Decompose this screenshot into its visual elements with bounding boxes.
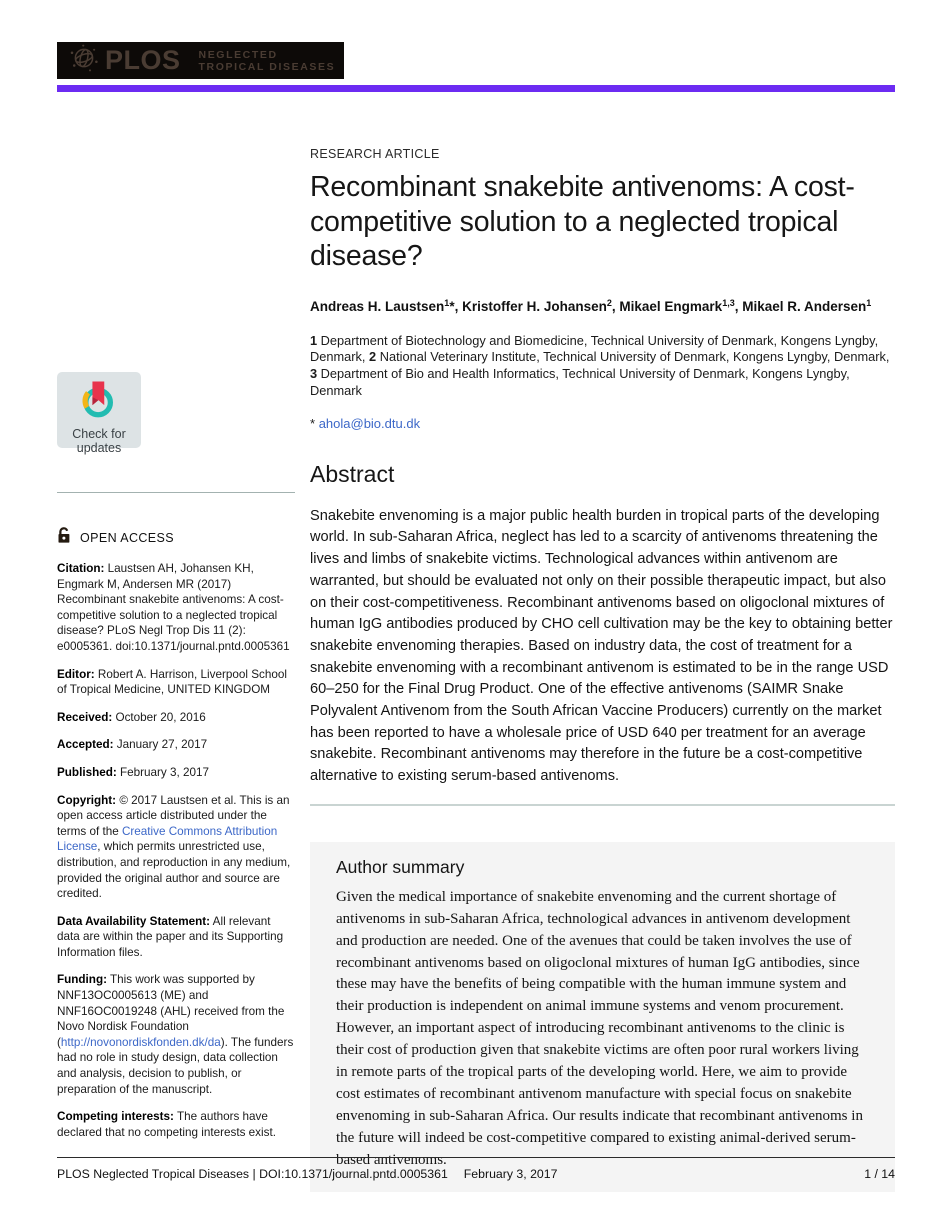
- check-for-updates-badge[interactable]: [57, 372, 141, 455]
- data-availability-text: All relevant data are within the paper and its Supporting Information files.: [57, 914, 284, 959]
- copyright-text-after: , which permits unrestricted use, distribution, and reproduction in any medium, provided the original author and source are credited.: [57, 840, 291, 901]
- accepted-entry: [57, 737, 295, 753]
- published-text: February 3, 2017: [120, 765, 210, 779]
- page-footer: [57, 1157, 895, 1181]
- funding-text-before: This work was supported by NNF13OC0005613 (ME) and NNF16OC0019248 (AHL) received from the Novo Nordisk Foundation (: [57, 973, 285, 1049]
- affiliation: 2 National Veterinary Institute, Technical University of Denmark, Kongens Lyngby, Denmark,: [369, 349, 890, 365]
- funding-label: Funding:: [57, 973, 107, 987]
- journal-name-line1: NEGLECTED: [198, 48, 278, 61]
- author-summary-heading: Author summary: [336, 856, 465, 877]
- footer-date: February 3, 2017: [463, 1167, 558, 1181]
- affiliation-list: [310, 333, 895, 400]
- accepted-label: Accepted:: [57, 738, 114, 752]
- editor-entry: [57, 667, 295, 698]
- author: Kristoffer H. Johansen$^2$,: [462, 297, 620, 314]
- received-text: October 20, 2016: [115, 710, 206, 724]
- received-entry: [57, 710, 295, 726]
- funder-link[interactable]: http://novonordiskfonden.dk/da: [60, 1035, 221, 1049]
- footer-page-number: 1 / 14: [864, 1167, 895, 1181]
- page-header: [57, 42, 895, 92]
- author: Andreas H. Laustsen$^1$*,: [310, 297, 463, 314]
- abstract-text: Snakebite envenoming is a major public health burden in tropical parts of the developing world. In sub-Saharan Africa, neglect has led to a scarcity of antivenoms threatening the lives and limbs of snakebite victims. Technological advances within antivenom are warranted, but should be evaluated not only on their possible therapeutic impact, but also on their cost-competitiveness. Recombinant antivenoms based on oligoclonal mixtures of human IgG antibodies produced by CHO cell cultivation may be the key to obtaining better snakebite envenoming therapies. Based on industry data, the cost of treatment for a snakebite envenoming with a recombinant antivenom is estimated to be in the range USD 60–250 for the Final Drug Product. One of the effective antivenoms (SAIMR Snake Polyvalent Antivenom from the South African Vaccine Producers) currently on the market has been reported to have a wholesale price of USD 640 per treatment for an average snakebite. Recombinant antivenoms may therefore in the future be a cost-competitive alternative to existing serum-based antivenoms.: [310, 507, 893, 785]
- funding-entry: [57, 972, 295, 1097]
- footer-citation: [57, 1167, 557, 1181]
- accent-rule: [57, 85, 895, 92]
- plos-logo: [57, 42, 344, 79]
- check-for-updates-label: Check for updates: [72, 427, 126, 455]
- plos-wordmark: PLOS: [105, 45, 181, 75]
- citation-label: Citation:: [57, 562, 105, 575]
- competing-interests-entry: [57, 1109, 295, 1140]
- metadata-sidebar: [57, 92, 295, 1192]
- affiliation: 3 Department of Bio and Health Informatics, Technical University of Denmark, Kongens Lyngby, Denmark: [310, 366, 850, 398]
- crossmark-icon: [78, 378, 120, 425]
- corresponding-email-link[interactable]: ahola@bio.dtu.dk: [318, 415, 421, 431]
- journal-name-line2: TROPICAL DISEASES: [198, 60, 336, 73]
- citation-text: Laustsen AH, Johansen KH, Engmark M, Andersen MR (2017) Recombinant snakebite antivenoms: A cost-competitive solution to a neglected tropical disease? PLoS Negl Trop Dis 11 (2): e0005361. doi:10.1371/journal.pntd.0005361: [57, 562, 290, 653]
- data-availability-entry: [57, 914, 295, 961]
- open-access-row: [57, 527, 295, 549]
- copyright-text-before: © 2017 Laustsen et al. This is an open access article distributed under the terms of the: [57, 793, 290, 838]
- copyright-label: Copyright:: [57, 793, 117, 807]
- plos-globe-icon: [69, 43, 99, 78]
- open-access-label: OPEN ACCESS: [80, 531, 175, 545]
- corresponding-author: [310, 416, 895, 431]
- published-label: Published:: [57, 765, 117, 779]
- author: Mikael Engmark$^{1,3}$,: [619, 297, 743, 314]
- competing-interests-text: The authors have declared that no competing interests exist.: [57, 1110, 276, 1139]
- copyright-entry: [57, 793, 295, 902]
- funding-text-after: ). The funders had no role in study design, data collection and analysis, decision to publish, or preparation of the manuscript.: [57, 1035, 294, 1096]
- journal-name: [199, 49, 336, 73]
- data-availability-label: Data Availability Statement:: [57, 914, 211, 928]
- published-entry: [57, 765, 295, 781]
- article-main: [310, 92, 895, 1192]
- received-label: Received:: [57, 710, 113, 724]
- content-columns: [57, 92, 895, 1192]
- sidebar-divider: [57, 492, 295, 493]
- affiliation: 1 Department of Biotechnology and Biomedicine, Technical University of Denmark, Kongens Lyngby, Denmark,: [310, 332, 879, 365]
- section-divider: [310, 804, 895, 806]
- author-list: [310, 294, 895, 316]
- author-summary-text: Given the medical importance of snakebite envenoming and the current shortage of antivenoms in sub-Saharan Africa, technological advances in antivenom development and production are needed. One of the avenues that could be taken involves the use of recombinant antivenoms based on oligoclonal mixtures of human IgG antibodies, since these may have the benefits of being compatible with the human immune system and their production is independent on animal immune systems and venom procurement. However, an important aspect of introducing recombinant antivenoms to the clinic is their cost of production given that snakebite victims are often poor rural workers living in remote parts of the tropical parts of the developing world. Here, we aim to provide cost estimates of recombinant antivenom manufacture with special focus on snakebite envenoming in sub-Saharan Africa. Our results indicate that recombinant antivenoms in the future will indeed be cost-competitive compared to existing animal-derived serum-based antivenoms.: [336, 888, 863, 1168]
- editor-label: Editor:: [57, 667, 95, 681]
- editor-text: Robert A. Harrison, Liverpool School of Tropical Medicine, UNITED KINGDOM: [57, 667, 287, 697]
- author-summary-box: [310, 842, 895, 1192]
- competing-interests-label: Competing interests:: [57, 1110, 174, 1124]
- abstract-heading: Abstract: [310, 460, 395, 487]
- cc-license-link[interactable]: Creative Commons Attribution License: [57, 824, 278, 854]
- corresponding-mark: *: [310, 415, 316, 431]
- citation-entry: [57, 561, 295, 655]
- article-title: Recombinant snakebite antivenoms: A cost-competitive solution to a neglected tropical disease?: [310, 171, 855, 272]
- open-padlock-icon: [57, 527, 72, 549]
- footer-journal-doi: PLOS Neglected Tropical Diseases | DOI:10.1371/journal.pntd.0005361: [57, 1167, 448, 1181]
- accepted-text: January 27, 2017: [116, 738, 208, 752]
- article-type-kicker: RESEARCH ARTICLE: [310, 147, 440, 161]
- author: Mikael R. Andersen$^1$: [742, 297, 872, 314]
